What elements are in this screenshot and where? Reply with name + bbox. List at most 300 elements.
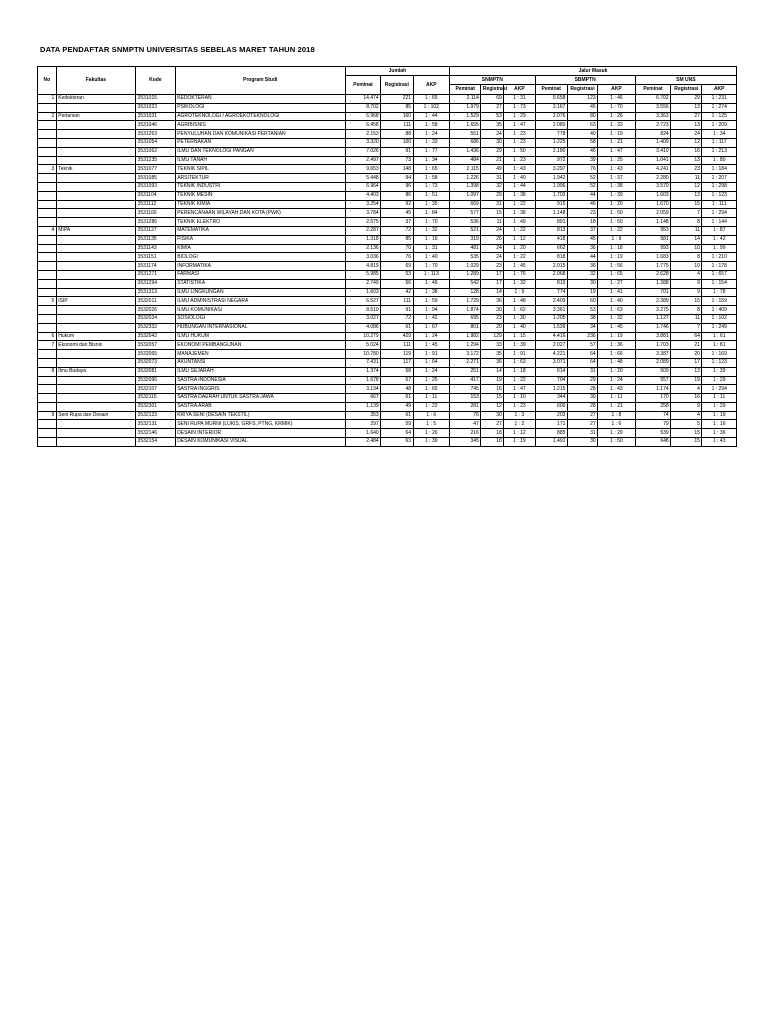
smuns-akp-cell: 1 : 274: [702, 103, 737, 112]
kode-cell: 3532057: [136, 341, 176, 350]
table-row: [38, 103, 737, 112]
program-studi-cell: SENI RUPA MURNI (LUKIS, GRFS, PTNG, KRMIK): [175, 420, 345, 429]
jumlah-peminat-cell: 10.279: [345, 332, 380, 341]
jumlah-akp-cell: 1 : 34: [413, 156, 450, 165]
sbmptn-registrasi-cell: 64: [567, 350, 597, 359]
jumlah-akp-cell: 1 : 23: [413, 402, 450, 411]
jumlah-registrasi-cell: 67: [381, 376, 413, 385]
snmptn-registrasi-cell: 24: [481, 253, 504, 262]
smuns-registrasi-cell: 11: [671, 314, 702, 323]
jumlah-peminat-cell: 3.784: [345, 209, 380, 218]
snmptn-peminat-cell: 686: [450, 138, 481, 147]
jumlah-peminat-cell: 4.086: [345, 323, 380, 332]
kode-cell: 3531135: [136, 235, 176, 244]
smuns-peminat-cell: 2.389: [635, 297, 670, 306]
smuns-peminat-cell: 2.089: [635, 358, 670, 367]
sbmptn-registrasi-cell: 28: [567, 402, 597, 411]
snmptn-registrasi-cell: 14: [481, 367, 504, 376]
snmptn-registrasi-cell: 15: [481, 394, 504, 403]
smuns-peminat-cell: 1.409: [635, 138, 670, 147]
jumlah-akp-cell: 1 : 32: [413, 226, 450, 235]
sbmptn-akp-cell: 1 : 26: [598, 112, 636, 121]
fakultas-cell: Ekonomi dan Bisnis: [56, 341, 135, 350]
smuns-peminat-cell: 509: [635, 367, 670, 376]
snmptn-peminat-cell: 1.874: [450, 306, 481, 315]
smuns-akp-cell: 1 : 207: [702, 174, 737, 183]
smuns-registrasi-cell: 4: [671, 385, 702, 394]
jumlah-peminat-cell: 1.678: [345, 376, 380, 385]
jumlah-peminat-cell: 5.448: [345, 174, 380, 183]
jumlah-akp-cell: 1 : 64: [413, 358, 450, 367]
snmptn-registrasi-cell: 17: [481, 270, 504, 279]
smuns-akp-cell: 1 : 39: [702, 367, 737, 376]
snmptn-peminat-cell: 1.982: [450, 332, 481, 341]
snmptn-registrasi-cell: 29: [481, 191, 504, 200]
sbmptn-peminat-cell: 600: [535, 402, 567, 411]
jumlah-peminat-cell: 3.254: [345, 200, 380, 209]
table-row: [38, 438, 737, 447]
header-kode: Kode: [136, 67, 176, 95]
snmptn-akp-cell: 1 : 22: [504, 253, 535, 262]
no-cell: 7: [38, 341, 57, 350]
sbmptn-akp-cell: 1 : 25: [598, 156, 636, 165]
table-row: [38, 253, 737, 262]
snmptn-registrasi-cell: 29: [481, 147, 504, 156]
smuns-registrasi-cell: 16: [671, 147, 702, 156]
sbmptn-peminat-cell: 778: [535, 130, 567, 139]
jumlah-akp-cell: 1 : 44: [413, 112, 450, 121]
fakultas-cell: [56, 306, 135, 315]
jumlah-registrasi-cell: 148: [381, 165, 413, 174]
table-row: [38, 297, 737, 306]
no-cell: [38, 174, 57, 183]
smuns-akp-cell: 1 : 11: [702, 394, 737, 403]
sbmptn-akp-cell: 1 : 33: [598, 121, 636, 130]
kode-cell: 3531143: [136, 244, 176, 253]
jumlah-peminat-cell: 3.027: [345, 314, 380, 323]
table-row: [38, 235, 737, 244]
header-snmptn-peminat: Peminat: [450, 85, 481, 95]
table-row: [38, 121, 737, 130]
fakultas-cell: [56, 350, 135, 359]
sbmptn-peminat-cell: 1.491: [535, 438, 567, 447]
sbmptn-akp-cell: 1 : 36: [598, 341, 636, 350]
snmptn-peminat-cell: 76: [450, 411, 481, 420]
smuns-peminat-cell: 824: [635, 130, 670, 139]
sbmptn-peminat-cell: 1.148: [535, 209, 567, 218]
table-row: [38, 138, 737, 147]
snmptn-registrasi-cell: 33: [481, 341, 504, 350]
program-studi-cell: TEKNIK KIMIA: [175, 200, 345, 209]
program-studi-cell: TEKNIK SIPIL: [175, 165, 345, 174]
snmptn-akp-cell: 1 : 29: [504, 112, 535, 121]
smuns-peminat-cell: 1.174: [635, 385, 670, 394]
jumlah-registrasi-cell: 45: [381, 209, 413, 218]
smuns-registrasi-cell: 10: [671, 244, 702, 253]
jumlah-peminat-cell: 1.603: [345, 288, 380, 297]
jumlah-peminat-cell: 1.139: [345, 402, 380, 411]
program-studi-cell: ILMU SEJARAH: [175, 367, 345, 376]
jumlah-registrasi-cell: 85: [381, 103, 413, 112]
no-cell: [38, 235, 57, 244]
jumlah-registrasi-cell: 72: [381, 314, 413, 323]
sbmptn-peminat-cell: 819: [535, 279, 567, 288]
smuns-peminat-cell: 258: [635, 402, 670, 411]
snmptn-registrasi-cell: 30: [481, 306, 504, 315]
sbmptn-akp-cell: 1 : 50: [598, 218, 636, 227]
sbmptn-peminat-cell: 813: [535, 226, 567, 235]
smuns-registrasi-cell: 64: [671, 332, 702, 341]
fakultas-cell: Ilmu Budaya: [56, 367, 135, 376]
program-studi-cell: MATEMATIKA: [175, 226, 345, 235]
snmptn-peminat-cell: 521: [450, 226, 481, 235]
sbmptn-peminat-cell: 1.225: [535, 138, 567, 147]
table-row: [38, 95, 737, 104]
sbmptn-akp-cell: 1 : 20: [598, 200, 636, 209]
smuns-registrasi-cell: 13: [671, 156, 702, 165]
jumlah-peminat-cell: 6.964: [345, 182, 380, 191]
fakultas-cell: Pertanian: [56, 112, 135, 121]
sbmptn-registrasi-cell: 63: [567, 121, 597, 130]
smuns-akp-cell: 1 : 657: [702, 270, 737, 279]
fakultas-cell: ISIP: [56, 297, 135, 306]
jumlah-akp-cell: 1 : 91: [413, 350, 450, 359]
snmptn-registrasi-cell: 27: [481, 420, 504, 429]
smuns-akp-cell: 1 : 43: [702, 438, 737, 447]
jumlah-akp-cell: 1 : 31: [413, 244, 450, 253]
snmptn-akp-cell: 1 : 44: [504, 182, 535, 191]
no-cell: 9: [38, 411, 57, 420]
sbmptn-peminat-cell: 3.297: [535, 165, 567, 174]
sbmptn-akp-cell: 1 : 39: [598, 191, 636, 200]
jumlah-registrasi-cell: 53: [381, 270, 413, 279]
table-row: [38, 191, 737, 200]
smuns-akp-cell: 1 : 16: [702, 420, 737, 429]
sbmptn-registrasi-cell: 18: [567, 218, 597, 227]
snmptn-akp-cell: 1 : 19: [504, 438, 535, 447]
fakultas-cell: [56, 323, 135, 332]
table-row: [38, 218, 737, 227]
no-cell: 2: [38, 112, 57, 121]
no-cell: [38, 270, 57, 279]
smuns-peminat-cell: 3.387: [635, 350, 670, 359]
jumlah-akp-cell: 1 : 39: [413, 438, 450, 447]
table-row: [38, 402, 737, 411]
snmptn-peminat-cell: 2.271: [450, 358, 481, 367]
fakultas-cell: Kedokteran: [56, 95, 135, 104]
no-cell: [38, 376, 57, 385]
jumlah-registrasi-cell: 429: [381, 332, 413, 341]
no-cell: [38, 130, 57, 139]
program-studi-cell: SASTRA ARAB: [175, 402, 345, 411]
jumlah-akp-cell: 1 : 59: [413, 297, 450, 306]
fakultas-cell: [56, 235, 135, 244]
jumlah-akp-cell: 1 : 65: [413, 165, 450, 174]
smuns-peminat-cell: 3.570: [635, 182, 670, 191]
smuns-registrasi-cell: 24: [671, 130, 702, 139]
snmptn-peminat-cell: 251: [450, 367, 481, 376]
table-row: [38, 226, 737, 235]
table-row: [38, 367, 737, 376]
smuns-akp-cell: 1 : 210: [702, 253, 737, 262]
jumlah-akp-cell: 1 : 38: [413, 288, 450, 297]
table-row: [38, 385, 737, 394]
smuns-registrasi-cell: 12: [671, 182, 702, 191]
jumlah-registrasi-cell: 96: [381, 182, 413, 191]
sbmptn-registrasi-cell: 45: [567, 103, 597, 112]
sbmptn-peminat-cell: 5.658: [535, 95, 567, 104]
snmptn-akp-cell: 1 : 47: [504, 121, 535, 130]
snmptn-registrasi-cell: 69: [481, 95, 504, 104]
program-studi-cell: ILMU ADMINISTRASI NEGARA: [175, 297, 345, 306]
kode-cell: 3532123: [136, 411, 176, 420]
jumlah-registrasi-cell: 160: [381, 112, 413, 121]
jumlah-registrasi-cell: 56: [381, 279, 413, 288]
fakultas-cell: [56, 402, 135, 411]
kode-cell: 3532034: [136, 314, 176, 323]
kode-cell: 3531235: [136, 156, 176, 165]
table-row: [38, 156, 737, 165]
snmptn-peminat-cell: 669: [450, 200, 481, 209]
smuns-registrasi-cell: 17: [671, 358, 702, 367]
sbmptn-registrasi-cell: 46: [567, 200, 597, 209]
smuns-akp-cell: 1 : 125: [702, 112, 737, 121]
no-cell: [38, 420, 57, 429]
program-studi-cell: SASTRA DAERAH UNTUK SASTRA JAWA: [175, 394, 345, 403]
snmptn-akp-cell: 1 : 10: [504, 394, 535, 403]
kode-cell: 3531151: [136, 253, 176, 262]
kode-cell: 3531104: [136, 191, 176, 200]
sbmptn-peminat-cell: 2.015: [535, 262, 567, 271]
snmptn-registrasi-cell: 12: [481, 402, 504, 411]
jumlah-peminat-cell: 2.575: [345, 218, 380, 227]
jumlah-registrasi-cell: 49: [381, 402, 413, 411]
smuns-peminat-cell: 1.127: [635, 314, 670, 323]
snmptn-akp-cell: 1 : 20: [504, 244, 535, 253]
sbmptn-registrasi-cell: 19: [567, 288, 597, 297]
sbmptn-akp-cell: 1 : 11: [598, 394, 636, 403]
snmptn-akp-cell: 1 : 3: [504, 411, 535, 420]
smuns-peminat-cell: 2.280: [635, 174, 670, 183]
smuns-akp-cell: 1 : 154: [702, 279, 737, 288]
no-cell: [38, 438, 57, 447]
smuns-peminat-cell: 79: [635, 420, 670, 429]
smuns-registrasi-cell: 15: [671, 297, 702, 306]
smuns-registrasi-cell: 7: [671, 209, 702, 218]
sbmptn-akp-cell: 1 : 70: [598, 103, 636, 112]
sbmptn-registrasi-cell: 57: [567, 341, 597, 350]
sbmptn-akp-cell: 1 : 40: [598, 297, 636, 306]
jumlah-peminat-cell: 8.510: [345, 306, 380, 315]
jumlah-peminat-cell: 1.640: [345, 429, 380, 438]
fakultas-cell: [56, 130, 135, 139]
sbmptn-akp-cell: 1 : 20: [598, 367, 636, 376]
table-row: [38, 165, 737, 174]
table-row: [38, 394, 737, 403]
table-row: [38, 429, 737, 438]
table-row: [38, 288, 737, 297]
kode-cell: 3531062: [136, 147, 176, 156]
snmptn-peminat-cell: 745: [450, 385, 481, 394]
no-cell: 4: [38, 226, 57, 235]
jumlah-peminat-cell: 6.968: [345, 112, 380, 121]
snmptn-peminat-cell: 1.294: [450, 341, 481, 350]
smuns-registrasi-cell: 8: [671, 253, 702, 262]
header-sbmptn-registrasi: Registrasi: [567, 85, 597, 95]
jumlah-registrasi-cell: 61: [381, 411, 413, 420]
fakultas-cell: [56, 121, 135, 130]
smuns-peminat-cell: 1.683: [635, 253, 670, 262]
header-no: No: [38, 67, 57, 95]
snmptn-akp-cell: 1 : 63: [504, 358, 535, 367]
header-smuns-akp: AKP: [702, 85, 737, 95]
snmptn-akp-cell: 1 : 50: [504, 147, 535, 156]
jumlah-akp-cell: 1 : 70: [413, 262, 450, 271]
smuns-akp-cell: 1 : 34: [702, 130, 737, 139]
no-cell: [38, 138, 57, 147]
snmptn-registrasi-cell: 17: [481, 279, 504, 288]
sbmptn-akp-cell: 1 : 22: [598, 226, 636, 235]
jumlah-akp-cell: 1 : 33: [413, 138, 450, 147]
program-studi-cell: MANAJEMEN: [175, 350, 345, 359]
snmptn-registrasi-cell: 24: [481, 244, 504, 253]
table-row: [38, 350, 737, 359]
header-sbmptn: SBMPTN: [535, 76, 635, 85]
snmptn-peminat-cell: 1.097: [450, 191, 481, 200]
jumlah-akp-cell: 1 : 70: [413, 218, 450, 227]
smuns-registrasi-cell: 15: [671, 200, 702, 209]
sbmptn-akp-cell: 1 : 32: [598, 314, 636, 323]
jumlah-registrasi-cell: 48: [381, 385, 413, 394]
jumlah-peminat-cell: 14.474: [345, 95, 380, 104]
no-cell: 3: [38, 165, 57, 174]
smuns-registrasi-cell: 11: [671, 226, 702, 235]
snmptn-peminat-cell: 417: [450, 376, 481, 385]
no-cell: [38, 262, 57, 271]
table-row: [38, 341, 737, 350]
smuns-akp-cell: 1 : 78: [702, 288, 737, 297]
smuns-peminat-cell: 3.410: [635, 147, 670, 156]
snmptn-peminat-cell: 695: [450, 314, 481, 323]
no-cell: [38, 200, 57, 209]
jumlah-peminat-cell: 5.024: [345, 341, 380, 350]
smuns-akp-cell: 1 : 294: [702, 385, 737, 394]
sbmptn-akp-cell: 1 : 24: [598, 376, 636, 385]
program-studi-cell: KEDOKTERAN: [175, 95, 345, 104]
fakultas-cell: Hukum: [56, 332, 135, 341]
table-row: [38, 314, 737, 323]
snmptn-registrasi-cell: 15: [481, 209, 504, 218]
snmptn-akp-cell: 1 : 15: [504, 332, 535, 341]
sbmptn-registrasi-cell: 36: [567, 244, 597, 253]
fakultas-cell: [56, 174, 135, 183]
kode-cell: 3532042: [136, 332, 176, 341]
snmptn-akp-cell: 1 : 9: [504, 288, 535, 297]
table-row: [38, 200, 737, 209]
sbmptn-registrasi-cell: 30: [567, 279, 597, 288]
snmptn-registrasi-cell: 31: [481, 174, 504, 183]
snmptn-registrasi-cell: 19: [481, 376, 504, 385]
smuns-akp-cell: 1 : 169: [702, 350, 737, 359]
jumlah-registrasi-cell: 70: [381, 244, 413, 253]
fakultas-cell: [56, 394, 135, 403]
sbmptn-registrasi-cell: 28: [567, 385, 597, 394]
kode-cell: 3531112: [136, 200, 176, 209]
jumlah-peminat-cell: 2.749: [345, 279, 380, 288]
program-studi-cell: PSIKOLOGI: [175, 103, 345, 112]
smuns-akp-cell: 1 : 209: [702, 121, 737, 130]
snmptn-akp-cell: 1 : 40: [504, 174, 535, 183]
jumlah-akp-cell: 1 : 24: [413, 332, 450, 341]
fakultas-cell: [56, 429, 135, 438]
no-cell: [38, 314, 57, 323]
jumlah-registrasi-cell: 64: [381, 429, 413, 438]
jumlah-akp-cell: 1 : 58: [413, 174, 450, 183]
program-studi-cell: PENYULUHAN DAN KOMUNIKASI PERTANIAN: [175, 130, 345, 139]
snmptn-peminat-cell: 1.655: [450, 121, 481, 130]
jumlah-peminat-cell: 297: [345, 420, 380, 429]
kode-cell: 3531271: [136, 270, 176, 279]
sbmptn-akp-cell: 1 : 50: [598, 209, 636, 218]
sbmptn-peminat-cell: 774: [535, 288, 567, 297]
kode-cell: 3531046: [136, 121, 176, 130]
fakultas-cell: [56, 218, 135, 227]
sbmptn-registrasi-cell: 31: [567, 367, 597, 376]
table-row: [38, 358, 737, 367]
no-cell: [38, 218, 57, 227]
jumlah-registrasi-cell: 88: [381, 130, 413, 139]
sbmptn-registrasi-cell: 64: [567, 358, 597, 367]
kode-cell: 3532073: [136, 358, 176, 367]
fakultas-cell: [56, 314, 135, 323]
snmptn-registrasi-cell: 36: [481, 358, 504, 367]
snmptn-peminat-cell: 345: [450, 438, 481, 447]
table-row: [38, 411, 737, 420]
jumlah-registrasi-cell: 221: [381, 95, 413, 104]
snmptn-akp-cell: 1 : 38: [504, 209, 535, 218]
jumlah-peminat-cell: 2.287: [345, 226, 380, 235]
sbmptn-peminat-cell: 3.361: [535, 306, 567, 315]
smuns-registrasi-cell: 23: [671, 165, 702, 174]
snmptn-akp-cell: 1 : 32: [504, 279, 535, 288]
header-jumlah-akp: AKP: [413, 76, 450, 95]
smuns-peminat-cell: 3.275: [635, 306, 670, 315]
sbmptn-akp-cell: 1 : 45: [598, 323, 636, 332]
jumlah-akp-cell: 1 : 25: [413, 376, 450, 385]
sbmptn-registrasi-cell: 80: [567, 112, 597, 121]
fakultas-cell: [56, 156, 135, 165]
snmptn-registrasi-cell: 53: [481, 112, 504, 121]
sbmptn-akp-cell: 1 : 8: [598, 411, 636, 420]
kode-cell: 3532115: [136, 394, 176, 403]
snmptn-registrasi-cell: 49: [481, 165, 504, 174]
sbmptn-akp-cell: 1 : 50: [598, 438, 636, 447]
program-studi-cell: ILMU KOMUNIKASI: [175, 306, 345, 315]
no-cell: [38, 350, 57, 359]
jumlah-registrasi-cell: 100: [381, 138, 413, 147]
smuns-peminat-cell: 3.363: [635, 112, 670, 121]
jumlah-registrasi-cell: 94: [381, 174, 413, 183]
sbmptn-registrasi-cell: 38: [567, 314, 597, 323]
sbmptn-peminat-cell: 1.942: [535, 174, 567, 183]
fakultas-cell: [56, 288, 135, 297]
no-cell: [38, 394, 57, 403]
sbmptn-peminat-cell: 203: [535, 411, 567, 420]
snmptn-peminat-cell: 128: [450, 288, 481, 297]
sbmptn-peminat-cell: 614: [535, 367, 567, 376]
program-studi-cell: PETERNAKAN: [175, 138, 345, 147]
smuns-registrasi-cell: 13: [671, 103, 702, 112]
